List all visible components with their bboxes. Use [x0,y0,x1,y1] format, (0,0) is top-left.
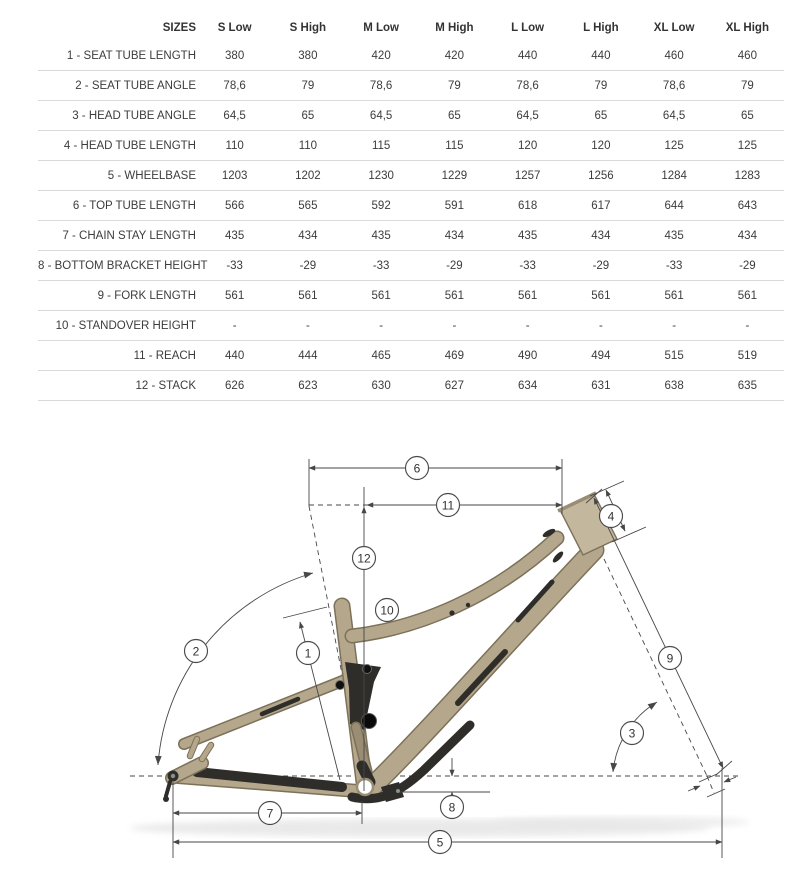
row-value: 65 [594,109,608,122]
bottom-bracket [357,779,373,795]
row-value: 643 [737,199,757,212]
row-value: 434 [444,229,464,242]
table-corner-header: SIZES [162,21,196,34]
row-value: 65 [740,109,754,122]
row-value: 631 [591,379,611,392]
row-value: 79 [301,79,315,92]
table-row [38,71,784,101]
row-value: 115 [445,139,464,152]
size-column-header: XL High [725,21,769,34]
callout-4 [600,505,623,528]
row-value: 630 [371,379,391,392]
row-value: 626 [225,379,245,392]
svg-text:12: 12 [357,551,371,566]
row-value: 627 [444,379,464,392]
row-value: 380 [298,49,318,62]
row-value: 435 [225,229,245,242]
svg-text:11: 11 [441,498,455,513]
row-value: 460 [664,49,684,62]
row-label: 5 - WHEELBASE [107,169,196,182]
row-label: 12 - STACK [135,379,196,392]
row-value: -29 [592,259,610,272]
row-label: 4 - HEAD TUBE LENGTH [63,139,196,152]
cable-port [449,610,454,615]
row-value: - [305,319,310,332]
table-row [38,41,784,71]
row-value: 79 [740,79,754,92]
size-column-header: L Low [511,21,545,34]
steering-axis-ext [707,776,714,793]
table-row [38,191,784,221]
row-value: 1283 [734,169,761,182]
table-row [38,161,784,191]
row-value: - [745,319,750,332]
table-row [38,101,784,131]
table-row [38,281,784,311]
dim-seat-angle [158,573,313,765]
row-value: 1203 [221,169,248,182]
table-row [38,341,784,371]
row-value: 420 [444,49,464,62]
row-value: 1202 [295,169,321,182]
rocker-pivot-front [336,681,345,690]
row-value: 561 [518,289,538,302]
row-value: 444 [298,349,318,362]
table-row [38,311,784,341]
row-label: 9 - FORK LENGTH [97,289,196,302]
callout-12 [353,547,376,570]
size-column-header: M Low [363,21,400,34]
row-value: 494 [591,349,611,362]
callout-1 [297,642,320,665]
table-row [38,131,784,161]
table-header-row [38,14,784,41]
size-column-header: S Low [217,21,252,34]
row-value: 120 [591,139,611,152]
row-label: 10 - STANDOVER HEIGHT [55,319,196,332]
row-value: -29 [299,259,317,272]
callout-11 [437,494,460,517]
svg-text:3: 3 [628,726,636,741]
row-value: 519 [737,349,757,362]
row-value: 465 [371,349,391,362]
head-insert-2 [551,550,565,564]
row-value: 435 [371,229,391,242]
row-value: 634 [518,379,538,392]
table-row [38,221,784,251]
row-value: - [598,319,603,332]
callout-8 [441,796,464,819]
row-value: 435 [664,229,684,242]
svg-text:4: 4 [607,509,615,524]
derailleur-hanger [166,782,170,796]
row-value: 561 [444,289,464,302]
svg-text:7: 7 [266,806,274,821]
row-value: 591 [444,199,464,212]
row-value: - [452,319,457,332]
callout-2 [185,640,208,663]
row-value: 110 [298,139,318,152]
top-tube-bolt [466,603,470,607]
row-value: 125 [664,139,684,152]
row-value: 78,6 [223,79,246,92]
row-value: 434 [591,229,611,242]
row-value: 561 [737,289,757,302]
row-value: 64,5 [223,109,246,122]
svg-text:6: 6 [413,461,421,476]
row-value: 420 [371,49,391,62]
row-value: - [672,319,677,332]
row-value: 635 [737,379,757,392]
row-value: 566 [225,199,245,212]
row-value: -33 [665,259,683,272]
row-value: 638 [664,379,684,392]
geometry-diagram [0,430,800,893]
row-value: -33 [226,259,243,272]
row-value: 469 [444,349,464,362]
row-value: -29 [446,259,463,272]
row-value: 618 [518,199,538,212]
bike-frame [163,493,617,802]
row-value: 565 [298,199,318,212]
row-value: 460 [737,49,757,62]
row-value: 561 [664,289,684,302]
row-value: 64,5 [516,109,539,122]
row-value: -33 [519,259,536,272]
row-value: -33 [372,259,390,272]
row-value: - [525,319,530,332]
size-column-header: M High [435,21,474,34]
row-value: 1230 [368,169,394,182]
row-value: 440 [591,49,611,62]
row-value: 561 [371,289,391,302]
row-label: 8 - BOTTOM BRACKET HEIGHT [38,259,208,272]
table-row [38,371,784,401]
row-value: 1284 [661,169,687,182]
table-row [38,251,784,281]
size-column-header: S High [289,21,327,34]
row-value: 64,5 [369,109,393,122]
svg-text:5: 5 [436,835,444,850]
row-value: 440 [518,49,538,62]
row-value: 515 [664,349,684,362]
row-label: 6 - TOP TUBE LENGTH [72,199,196,212]
svg-text:10: 10 [380,603,394,618]
row-value: 623 [298,379,318,392]
row-value: -29 [739,259,756,272]
row-value: 110 [225,139,244,152]
row-label: 2 - SEAT TUBE ANGLE [75,79,196,92]
dim-fork [594,498,723,768]
svg-text:9: 9 [666,651,674,666]
row-value: 1229 [441,169,468,182]
row-value: 78,6 [369,79,393,92]
row-value: - [232,319,237,332]
row-value: 78,6 [516,79,539,92]
size-column-header: L High [583,21,619,34]
svg-text:1: 1 [304,646,312,661]
row-value: 1257 [514,169,541,182]
row-value: 644 [664,199,684,212]
callout-9 [659,647,682,670]
reference-axes [130,502,740,793]
row-value: 1256 [588,169,614,182]
row-value: 120 [518,139,538,152]
callout-5 [429,831,452,854]
row-label: 1 - SEAT TUBE LENGTH [66,49,196,62]
row-label: 3 - HEAD TUBE ANGLE [72,109,196,122]
callout-10 [376,599,399,622]
row-value: 380 [225,49,245,62]
row-value: 435 [518,229,538,242]
row-value: 617 [591,199,611,212]
row-value: 65 [301,109,315,122]
row-value: 79 [594,79,608,92]
callouts [185,457,682,854]
row-value: 65 [447,109,461,122]
row-label: 11 - REACH [133,349,196,362]
row-value: 79 [447,79,461,92]
svg-text:8: 8 [448,800,456,815]
geometry-table [38,14,784,401]
row-label: 7 - CHAIN STAY LENGTH [62,229,196,242]
row-value: - [379,319,384,332]
row-value: 561 [591,289,611,302]
row-value: 434 [298,229,318,242]
row-value: 440 [225,349,245,362]
row-value: 561 [225,289,245,302]
row-value: 561 [298,289,318,302]
row-value: 78,6 [662,79,686,92]
callout-7 [259,802,282,825]
row-value: 434 [737,229,757,242]
callout-3 [621,722,644,745]
callout-6 [406,457,429,480]
row-value: 115 [371,139,391,152]
size-column-header: XL Low [653,21,695,34]
row-value: 490 [518,349,538,362]
row-value: 64,5 [662,109,686,122]
row-value: 592 [371,199,391,212]
svg-text:2: 2 [192,644,200,659]
row-value: 125 [737,139,757,152]
